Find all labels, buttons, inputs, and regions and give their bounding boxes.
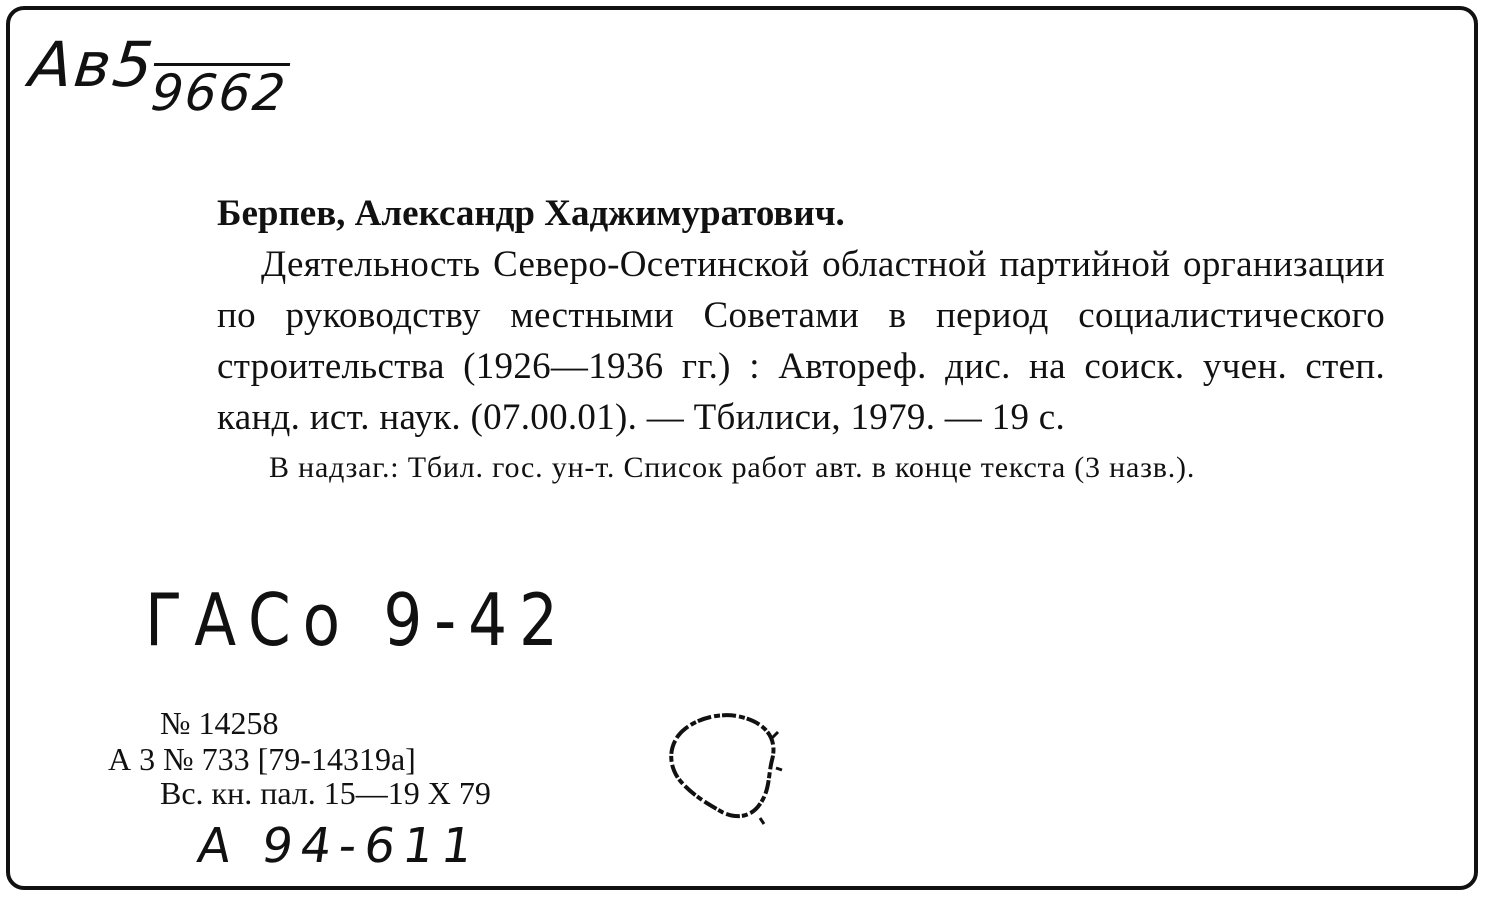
bibliographic-note: В надзаг.: Тбил. гос. ун-т. Список работ авт. в конце текста (3 назв.). [269,451,1196,484]
chamber-imprint: Вс. кн. пал. 15—19 Х 79 [160,775,491,811]
handwritten-inventory-mark: А 94-611 [194,818,485,874]
author-heading: Берпев, Александр Хаджимуратович. [217,193,845,234]
shelf-mark-main: Ав5 [26,28,159,101]
title-description: Деятельность Северо-Осетинской областной партийной организации по руководству местными Советами в период социалистического строительства (1926—1936 гг.) : Автореф. дис. на соиск. учен. степ. канд. ист. наук. (07.00.01). — Тбилиси, 1979. — 19 с. [217,244,1385,438]
ink-stamp-icon [660,708,790,828]
catalog-number: А 3 № 733 [79-14319а] [108,741,416,777]
handwritten-shelf-mark [26,28,293,122]
bibliographic-entry [217,188,1385,487]
registration-number: № 14258 [160,705,279,741]
handwritten-archive-mark: ГАСо 9-42 [145,578,570,662]
shelf-mark-sub: 9662 [148,64,290,122]
